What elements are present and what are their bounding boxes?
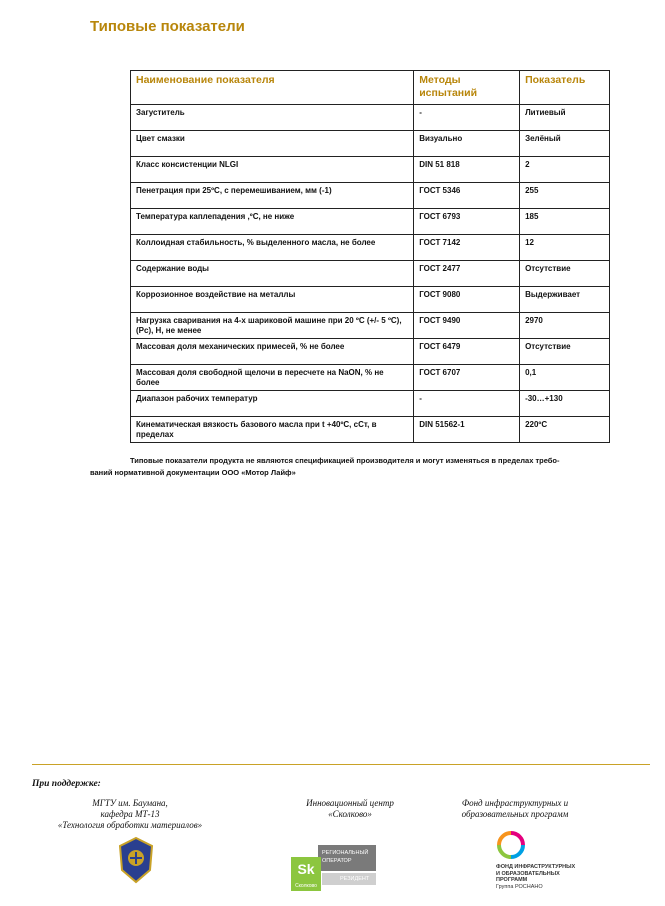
param-value-cell: Отсутствие <box>520 261 610 287</box>
bmstu-emblem-icon <box>116 836 156 884</box>
param-name-cell: Массовая доля свободной щелочи в пересчете на NaON, % не более <box>131 365 414 391</box>
test-method-cell: ГОСТ 7142 <box>414 235 520 261</box>
param-value-cell: 255 <box>520 183 610 209</box>
param-name-cell: Диапазон рабочих температур <box>131 391 414 417</box>
test-method-cell: ГОСТ 2477 <box>414 261 520 287</box>
param-name-cell: Цвет смазки <box>131 131 414 157</box>
param-value-cell: Зелёный <box>520 131 610 157</box>
param-value-cell: 220ºС <box>520 417 610 443</box>
org-skolkovo <box>290 798 410 820</box>
org-skolkovo-line: Инновационный центр <box>306 798 394 808</box>
table-row <box>131 287 610 313</box>
org-bmstu-line: «Технология обработки материалов» <box>57 820 203 830</box>
table-row <box>131 235 610 261</box>
table-row <box>131 183 610 209</box>
param-value-cell: Отсутствие <box>520 339 610 365</box>
org-fund <box>440 798 590 820</box>
test-method-cell: - <box>414 391 520 417</box>
test-method-cell: DIN 51562-1 <box>414 417 520 443</box>
param-name-cell: Массовая доля механических примесей, % не более <box>131 339 414 365</box>
skolkovo-logo <box>291 857 321 891</box>
param-value-cell: 0,1 <box>520 365 610 391</box>
note-line-2: ваний нормативной документации ООО «Мотор Лайф» <box>90 468 296 477</box>
fund-logo-text <box>496 864 596 890</box>
sk-name: Сколково <box>295 883 317 889</box>
reg-line-1: РЕГИОНАЛЬНЫЙ <box>322 850 369 856</box>
org-bmstu-line: МГТУ им. Баумана, <box>92 798 168 808</box>
test-method-cell: - <box>414 105 520 131</box>
table-row <box>131 157 610 183</box>
disclaimer-note <box>90 455 590 479</box>
param-value-cell: Выдерживает <box>520 287 610 313</box>
table-row <box>131 313 610 339</box>
header-method: Методы испытаний <box>414 71 520 105</box>
fund-line-2: И ОБРАЗОВАТЕЛЬНЫХ <box>496 870 560 877</box>
support-label: При поддержке: <box>32 779 101 789</box>
regional-operator-badge <box>318 845 376 871</box>
reg-line-2: ОПЕРАТОР <box>322 858 352 864</box>
table-row <box>131 391 610 417</box>
footer-divider <box>32 764 650 765</box>
org-bmstu-line: кафедра МТ-13 <box>100 809 160 819</box>
resident-badge: РЕЗИДЕНТ <box>322 873 376 885</box>
table-row <box>131 417 610 443</box>
param-value-cell: -30…+130 <box>520 391 610 417</box>
param-value-cell: 2 <box>520 157 610 183</box>
page-title: Типовые показатели <box>90 18 245 35</box>
header-value: Показатель <box>520 71 610 105</box>
param-value-cell: 185 <box>520 209 610 235</box>
table-row <box>131 209 610 235</box>
test-method-cell: ГОСТ 6707 <box>414 365 520 391</box>
header-name: Наименование показателя <box>131 71 414 105</box>
org-bmstu <box>50 798 210 831</box>
param-name-cell: Загуститель <box>131 105 414 131</box>
table-row <box>131 261 610 287</box>
param-name-cell: Коллоидная стабильность, % выделенного масла, не более <box>131 235 414 261</box>
test-method-cell: ГОСТ 6793 <box>414 209 520 235</box>
org-fund-line: Фонд инфраструктурных и <box>461 798 569 808</box>
test-method-cell: ГОСТ 6479 <box>414 339 520 365</box>
sk-mark: Sk <box>297 861 315 877</box>
fund-line-4: Группа РОСНАНО <box>496 883 543 890</box>
spec-table <box>130 70 610 443</box>
test-method-cell: ГОСТ 9490 <box>414 313 520 339</box>
table-row <box>131 339 610 365</box>
fund-line-3: ПРОГРАММ <box>496 877 528 883</box>
fund-logo-icon <box>496 830 526 860</box>
test-method-cell: Визуально <box>414 131 520 157</box>
param-name-cell: Нагрузка сваривания на 4-х шариковой машине при 20 ºС (+/- 5 ºС), (Рс), Н, не менее <box>131 313 414 339</box>
param-name-cell: Коррозионное воздействие на металлы <box>131 287 414 313</box>
note-line-1: Типовые показатели продукта не являются спецификацией производителя и могут изменяться в пределах требо- <box>130 456 560 465</box>
param-name-cell: Пенетрация при 25ºС, с перемешиванием, мм (-1) <box>131 183 414 209</box>
fund-line-1: ФОНД ИНФРАСТРУКТУРНЫХ <box>496 864 576 870</box>
param-value-cell: 2970 <box>520 313 610 339</box>
org-skolkovo-line: «Сколково» <box>328 809 372 819</box>
table-row <box>131 105 610 131</box>
org-fund-line: образовательных программ <box>461 809 569 819</box>
table-header-row <box>131 71 610 105</box>
param-value-cell: Литиевый <box>520 105 610 131</box>
test-method-cell: ГОСТ 5346 <box>414 183 520 209</box>
param-name-cell: Температура каплепадения ,ºС, не ниже <box>131 209 414 235</box>
param-value-cell: 12 <box>520 235 610 261</box>
test-method-cell: DIN 51 818 <box>414 157 520 183</box>
param-name-cell: Класс консистенции NLGI <box>131 157 414 183</box>
param-name-cell: Содержание воды <box>131 261 414 287</box>
table-row <box>131 365 610 391</box>
param-name-cell: Кинематическая вязкость базового масла при t +40ºС, сСт, в пределах <box>131 417 414 443</box>
table-row <box>131 131 610 157</box>
test-method-cell: ГОСТ 9080 <box>414 287 520 313</box>
